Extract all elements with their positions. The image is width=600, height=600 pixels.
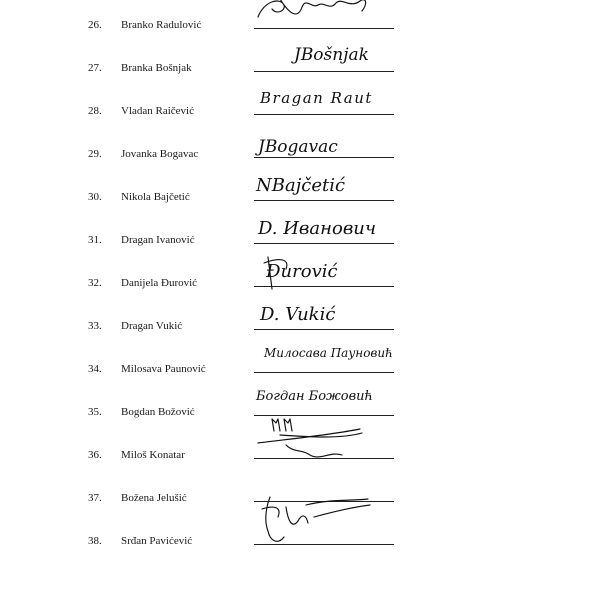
signature-image	[250, 210, 420, 254]
signature-image	[250, 511, 420, 555]
signatory-number: 36.	[88, 449, 102, 461]
signatory-name: Nikola Bajčetić	[121, 191, 190, 203]
signatory-number: 33.	[88, 320, 102, 332]
signature-text: Bragan Raut	[260, 89, 373, 107]
signature-text: NBajčetić	[256, 175, 346, 196]
signatory-number: 28.	[88, 105, 102, 117]
signatory-name: Dragan Ivanović	[121, 234, 195, 246]
signature-text: Милосава Пауновић	[264, 346, 393, 360]
signatory-number: 34.	[88, 363, 102, 375]
signatory-name: Milosava Paunović	[121, 363, 206, 375]
signature-text: JBošnjak	[294, 45, 369, 65]
signatory-name: Bogdan Božović	[121, 406, 195, 418]
signature-image	[250, 124, 420, 168]
signatory-name: Miloš Konatar	[121, 449, 185, 461]
signature-text: Đurović	[266, 261, 338, 282]
signature-image	[250, 0, 420, 39]
signatory-number: 37.	[88, 492, 102, 504]
signatory-row	[0, 435, 600, 478]
signatory-number: 35.	[88, 406, 102, 418]
signatory-name: Božena Jelušić	[121, 492, 187, 504]
signatory-name: Jovanka Bogavac	[121, 148, 199, 160]
signatory-number: 31.	[88, 234, 102, 246]
signatory-number: 29.	[88, 148, 102, 160]
signatory-number: 27.	[88, 62, 102, 74]
signature-image	[250, 38, 420, 82]
signature-text: D. Vukić	[260, 304, 336, 325]
signature-image	[250, 81, 420, 125]
signatory-row	[0, 521, 600, 564]
signatory-number: 32.	[88, 277, 102, 289]
signatory-number: 30.	[88, 191, 102, 203]
signature-image	[250, 253, 420, 297]
signatory-name: Srđan Pavićević	[121, 535, 193, 547]
signatory-name: Branka Bošnjak	[121, 62, 192, 74]
signatory-name: Branko Radulović	[121, 19, 202, 31]
signature-text: JBogavac	[258, 137, 338, 157]
signature-image	[250, 296, 420, 340]
signatory-number: 38.	[88, 535, 102, 547]
signature-image	[250, 425, 420, 469]
signature-text: Богдан Божовић	[256, 389, 373, 404]
signature-image	[250, 339, 420, 383]
signatory-number: 26.	[88, 19, 102, 31]
signatory-name: Vladan Raičević	[121, 105, 194, 117]
signature-image	[250, 382, 420, 426]
signature-image	[250, 167, 420, 211]
signatory-name: Dragan Vukić	[121, 320, 183, 332]
signatory-name: Danijela Đurović	[121, 277, 198, 289]
signature-text: D. Иванович	[258, 218, 377, 239]
